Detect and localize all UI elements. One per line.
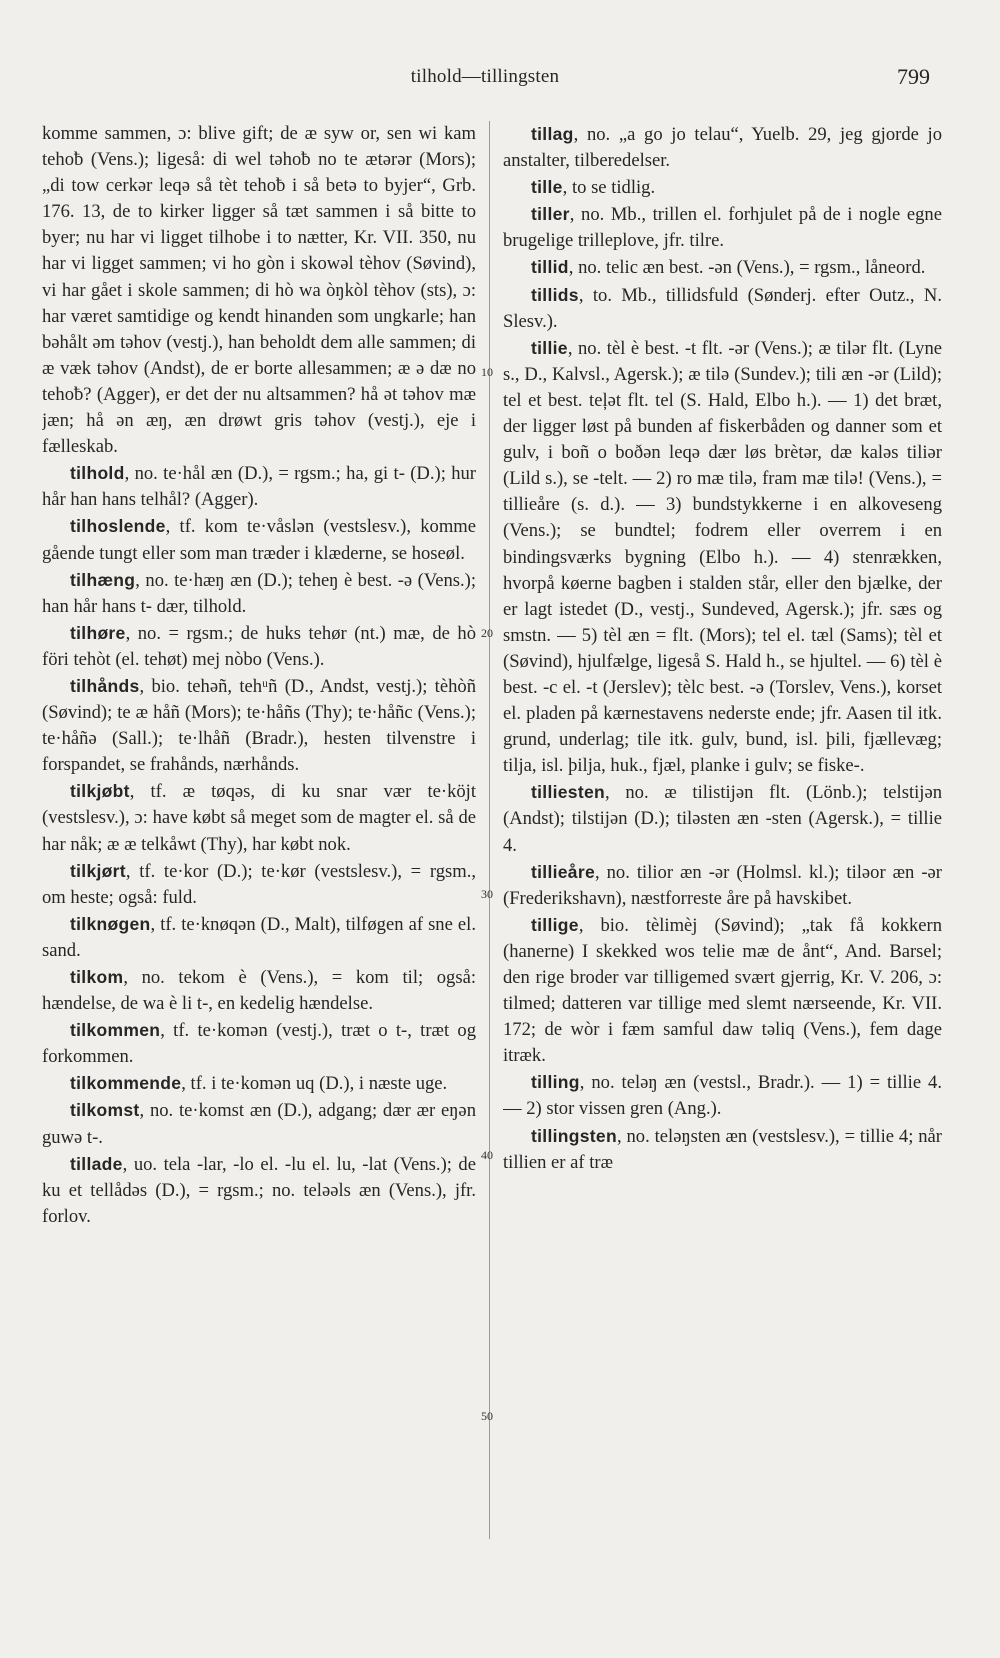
right-column xyxy=(503,121,942,1539)
dictionary-entry xyxy=(42,460,476,513)
entry-text: , tf. æ tøqəs, di ku snar vær te·köjt (vestslesv.), ɔ: have købt så meget som de magter el. så de har nåk; æ æ telkåwt (Thy), har købt nok. xyxy=(42,781,476,855)
entry-text: , no. tilior æn -ər (Holmsl. kl.); tiləor æn -ər (Frederikshavn), næstforreste åre på havskibet. xyxy=(503,861,942,909)
headword: tilkommen xyxy=(70,1020,161,1041)
dictionary-entry xyxy=(503,779,942,858)
dictionary-entry xyxy=(503,282,942,335)
entry-text: , no. teləŋsten æn (vestslesv.), = tillie 4; når tillien er af træ xyxy=(503,1125,942,1173)
left-column xyxy=(42,121,476,1539)
dictionary-entry xyxy=(42,673,476,778)
entry-text: , tf. te·knøqən (D., Malt), tilføgen af sne el. sand. xyxy=(42,913,476,961)
headword: tilling xyxy=(531,1072,580,1093)
headword: tiller xyxy=(531,204,570,225)
entry-text: , no. „a go jo telau“, Yuelb. 29, jeg gjorde jo anstalter, tilberedelser. xyxy=(503,124,942,172)
dictionary-entry xyxy=(42,858,476,911)
entry-text: komme sammen, ɔ: blive gift; de æ syw or, sen wi kam tehoƀ (Vens.); ligeså: di wel təhoƀ no te ætərər (Mors); „di tow cerkər leqə så tèt tehoƀ i så betə to byjer“, Grb. 176. 13, de to kirker ligger så tæt sammen i så bitte to byer; nu har vi ligget tilhobe i to nætter, Kr. VII. 350, nu har vi ligget sammen; vi ho gòn i skowəl tèhov (Søvind), vi har gået i skole sammen; di hò wa òŋkòl tèhov (sts), ɔ: har været samtidige og kendt hinanden som ungkarle; han bəhålt əm təhov (vestj.), han beholdt dem alle sammen; di æ væk təhov (Andst), de er borte allesammen; æ ə dæ no tehoƀ? (Agger), er det der nu altsammen? hå ət təhov mæ jæn; hå ən æŋ, æn drøwt gris təhov (vestj.), eje i fælleskab. xyxy=(42,123,476,458)
entry-text: , tf. i te·komən uq (D.), i næste uge. xyxy=(181,1073,448,1095)
headword: tillingsten xyxy=(531,1125,617,1146)
dictionary-entry xyxy=(503,201,942,254)
dictionary-entry xyxy=(503,859,942,912)
dictionary-entry xyxy=(503,121,942,174)
dictionary-entry xyxy=(42,121,476,460)
entry-text: , to. Mb., tillidsfuld (Sønderj. efter Outz., N. Slesv.). xyxy=(503,284,942,332)
dictionary-entry xyxy=(42,620,476,673)
entry-text: , uo. tela -lar, -lo el. -lu el. lu, -lat (Vens.); de ku et tellådəs (D.), = rgsm.; no. teləəls æn (Vens.), jfr. forlov. xyxy=(42,1153,476,1227)
line-number: 10 xyxy=(481,365,493,379)
headword: tilkomst xyxy=(70,1100,140,1121)
headword: tillie xyxy=(531,337,568,358)
dictionary-entry xyxy=(42,1070,476,1097)
headword: tilhøre xyxy=(70,622,126,643)
headword: tillige xyxy=(531,914,579,935)
entry-text: , bio. tèlimèj (Søvind); „tak få kokkern (hanerne) I skekked wos telie mæ de ånt“, And. Barsel; den rige broder var tilligemed svært gjerrig, Kr. V. 206, ɔ: tilmed; datteren var tillige med slemt nærseende, Kr. VII. 172; de wòr i fæm samful daw təliq (Vens.), fem dage itræk. xyxy=(503,914,942,1067)
headword: tillade xyxy=(70,1153,123,1174)
entry-text: , no. te·hæŋ æn (D.); teheŋ è best. -ə (Vens.); han hår hans t- dær, tilhold. xyxy=(42,569,476,617)
entry-text: , to se tidlig. xyxy=(562,177,656,199)
headword: tillag xyxy=(531,124,574,144)
headword: tille xyxy=(531,177,563,198)
line-number: 40 xyxy=(481,1148,493,1162)
line-number: 20 xyxy=(481,626,493,640)
headword: tillieåre xyxy=(531,861,595,882)
entry-text: , no. æ tilistijən flt. (Lönb.); telstijən (Andst); tilstijən (D.); tiləsten æn -sten (Agersk.), = tillie 4. xyxy=(503,782,942,856)
headword: tilkommende xyxy=(70,1073,182,1094)
headword: tilhold xyxy=(70,463,125,484)
entry-text: , no. te·hål æn (D.), = rgsm.; ha, gi t- (D.); hur hår han hans telhål? (Agger). xyxy=(42,463,476,511)
dictionary-entry xyxy=(503,335,942,780)
dictionary-entry xyxy=(42,567,476,620)
entry-text: , tf. te·kor (D.); te·kør (vestslesv.), = rgsm., om heste; også: fuld. xyxy=(42,860,476,908)
line-number: 50 xyxy=(481,1409,493,1423)
page-header xyxy=(40,58,930,98)
dictionary-entry xyxy=(503,912,942,1070)
headword: tilkom xyxy=(70,967,124,987)
headword: tilhoslende xyxy=(70,516,166,537)
dictionary-entry xyxy=(503,1069,942,1122)
line-number: 30 xyxy=(481,887,493,901)
headword: tilhånds xyxy=(70,675,140,696)
dictionary-entry xyxy=(42,1017,476,1070)
headword: tilliesten xyxy=(531,782,605,803)
entry-text: , tf. kom te·våslən (vestslesv.), komme gående tungt eller som man træder i klæderne, se hoseøl. xyxy=(42,516,476,564)
dictionary-entry xyxy=(503,174,942,201)
headword: tilhæng xyxy=(70,569,136,590)
headword: tilkjørt xyxy=(70,860,126,881)
dictionary-entry xyxy=(42,513,476,566)
dictionary-entry xyxy=(42,964,476,1017)
dictionary-entry xyxy=(42,1151,476,1230)
entry-text: , no. tèl è best. -t flt. -ər (Vens.); æ tilər flt. (Lyne s., D., Kalvsl., Agersk.); æ tilə (Sundev.); tili æn -ər (Lild); tel et best. teļət flt. tel (S. Hald, Elbo h.). — 1) det bræt, der ligger løst på bunden af fiskerbåden og danner som et gulv, i boñ o boðən leqə dær løs brètər, dæ kaləs tiliər (Lild s.), se -telt. — 2) ro mæ tilə, fram mæ tilə! (Vens.), = tillieåre (s. d.). — 3) bundstykkerne i en alkoveseng (Vens.); se bundtel; fodrem eller overrem i en bindingsværks bygning (Elbo h.). — 4) stenrækken, hvorpå køerne bagben i stalden står, eller den bjælke, der er lagt istedet (D., vestj., Sundeved, Agersk.); jfr. sæs og smstn. — 5) tèl æn = flt. (Mors); tel el. tæl (Sams); tèl et (Søvind), hjulfælge, ligeså S. Hald h., se hjultel. — 6) tèl è best. -c el. -t (Jerslev); tèlc best. -ə (Torslev, Vens.), korset el. pladen på kærnestavens nederste ende; jfr. Aasen til itk. grund, underlag; tile itk. gulv, bund, isl. þili, fjællevæg; tilja, isl. þilja, huk., fjæl, planke i gulv; se fiske-. xyxy=(503,337,942,777)
dictionary-entry xyxy=(42,778,476,857)
headword: tilkjøbt xyxy=(70,781,130,802)
headword: tilknøgen xyxy=(70,913,151,934)
headword: tillid xyxy=(531,257,569,278)
entry-text: , bio. tehəñ, tehᵘñ (D., Andst, vestj.); tèhòñ (Søvind); te æ håñ (Mors); te·håñs (Thy); te·håñc (Vens.); te·håñə (Sall.); te·lhåñ (Bradr.), hesten tilvenstre i forspandet, se frahånds, nærhånds. xyxy=(42,675,476,776)
entry-text: , no. te·komst æn (D.), adgang; dær ær eŋən guwə t-. xyxy=(42,1100,476,1148)
entry-text: , no. Mb., trillen el. forhjulet på de i nogle egne brugelige trilleplove, jfr. tilre. xyxy=(503,204,942,252)
headword: tillids xyxy=(531,284,579,305)
column-divider xyxy=(489,121,490,1539)
dictionary-entry xyxy=(42,1097,476,1150)
dictionary-entry xyxy=(503,1123,942,1176)
entry-text: , no. telic æn best. -ən (Vens.), = rgsm., låneord. xyxy=(568,257,926,279)
entry-text: , tf. te·komən (vestj.), træt o t-, træt og forkommen. xyxy=(42,1020,476,1068)
page-number: 799 xyxy=(897,64,930,89)
entry-text: , no. teləŋ æn (vestsl., Bradr.). — 1) = tillie 4. — 2) stor vissen gren (Ang.). xyxy=(503,1072,942,1120)
entry-text: , no. tekom è (Vens.), = kom til; også: hændelse, de wa è li t-, en kedelig hændelse. xyxy=(42,967,476,1015)
entry-text: , no. = rgsm.; de huks tehør (nt.) mæ, de hò föri tehòt (el. tehøt) mej nòbo (Vens.). xyxy=(42,622,476,670)
dictionary-entry xyxy=(42,911,476,964)
running-head: tilhold—tillingsten xyxy=(410,66,560,87)
dictionary-entry xyxy=(503,254,942,281)
